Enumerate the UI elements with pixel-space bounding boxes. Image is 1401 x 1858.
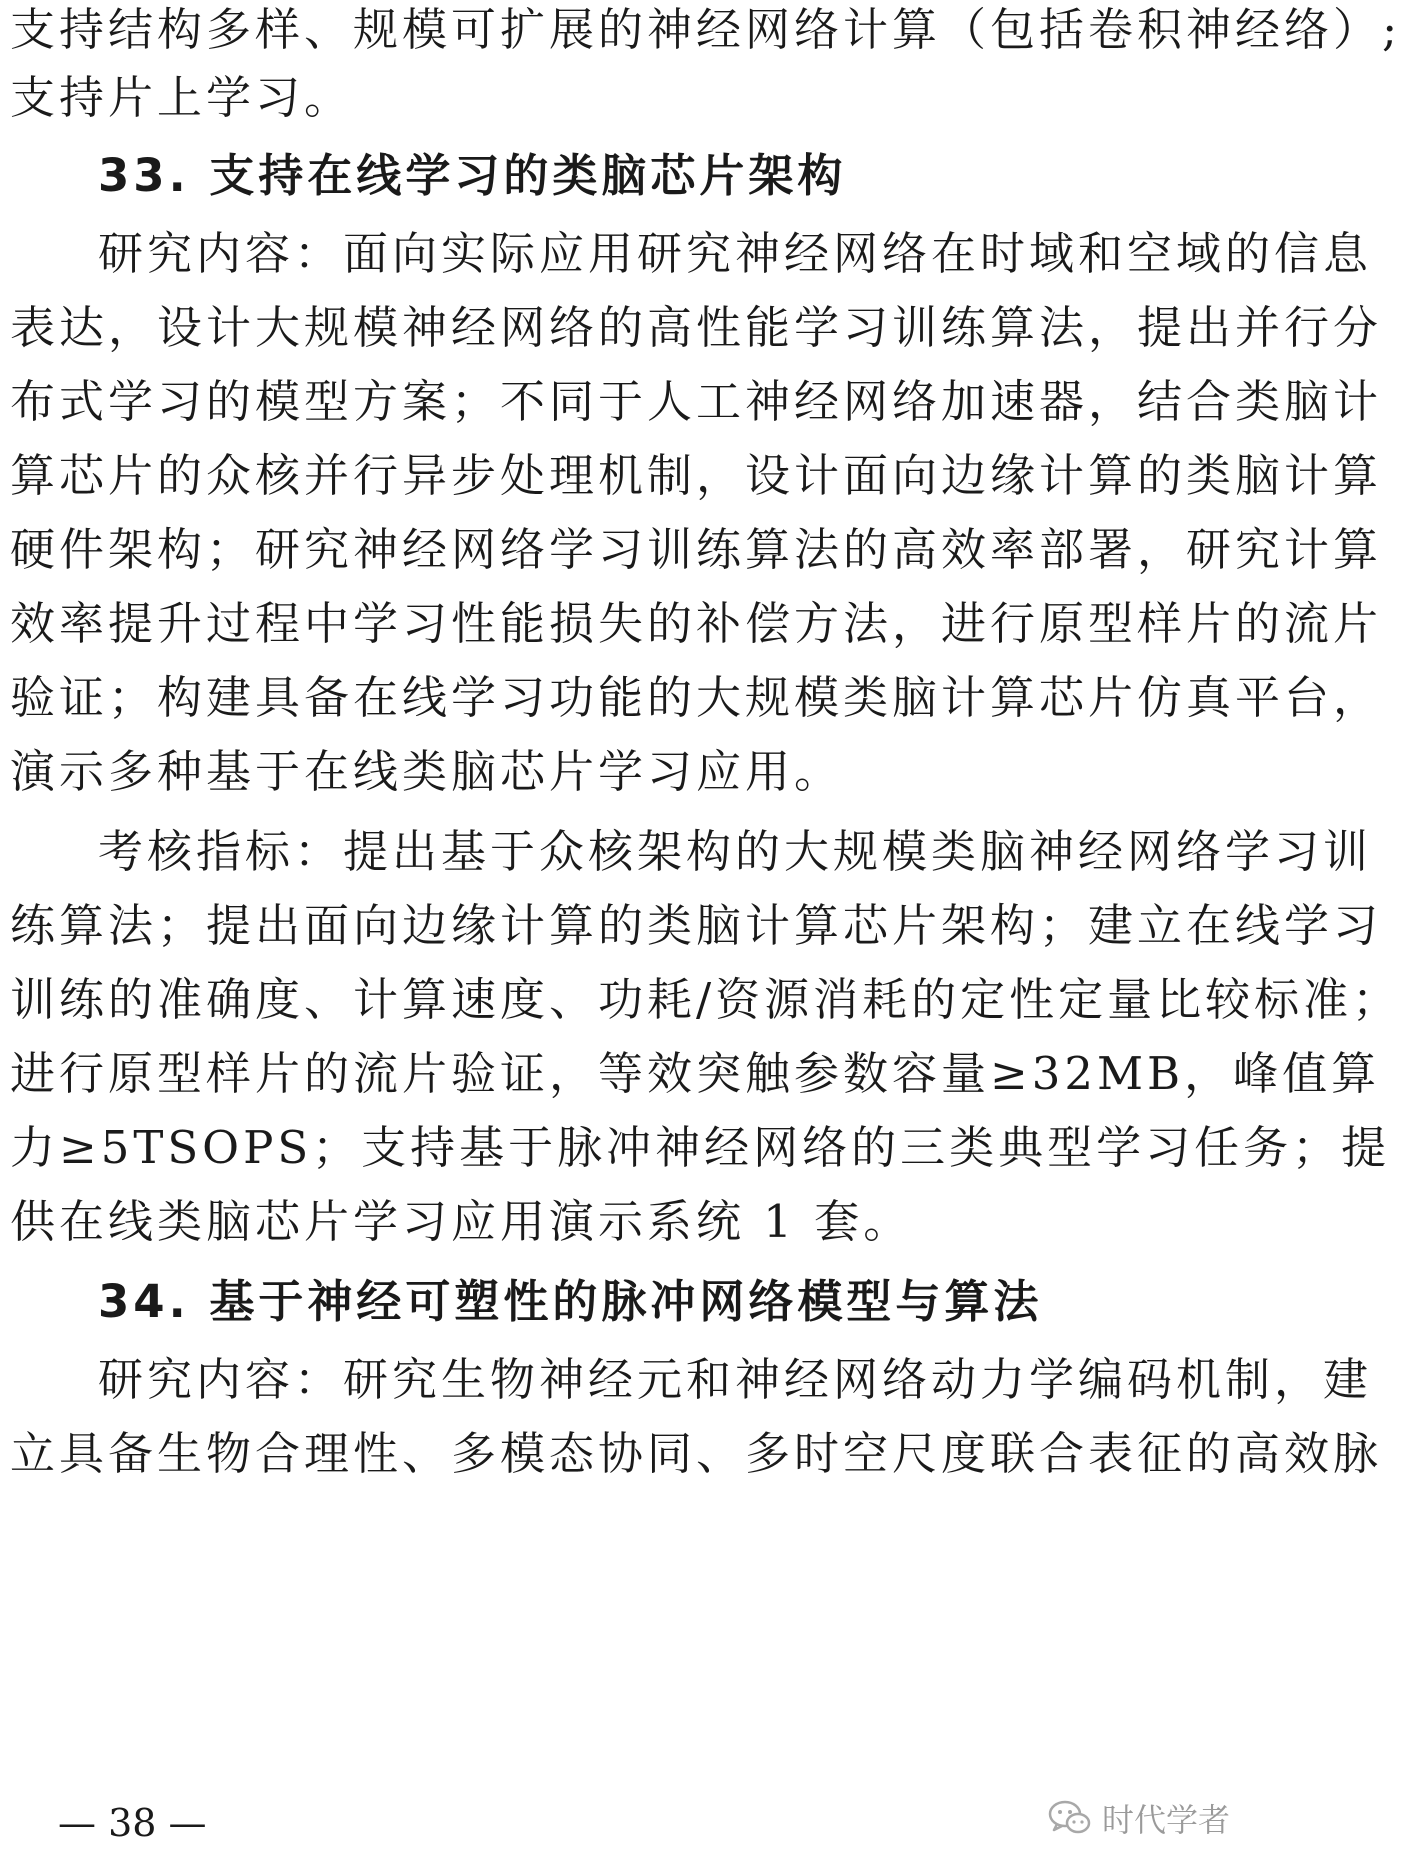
text-line: 研究内容：面向实际应用研究神经网络在时域和空域的信息	[98, 227, 1373, 280]
wechat-icon	[1048, 1799, 1092, 1837]
text-line: 演示多种基于在线类脑芯片学习应用。	[10, 745, 844, 798]
text-line: 效率提升过程中学习性能损失的补偿方法，进行原型样片的流片	[10, 597, 1383, 650]
text-line: 支持片上学习。	[10, 71, 354, 124]
text-line: 考核指标：提出基于众核架构的大规模类脑神经网络学习训	[98, 825, 1373, 878]
section-heading-34: 34. 基于神经可塑性的脉冲网络模型与算法	[98, 1275, 1043, 1328]
text-line: 供在线类脑芯片学习应用演示系统 1 套。	[10, 1195, 913, 1248]
text-line: 硬件架构；研究神经网络学习训练算法的高效率部署，研究计算	[10, 523, 1383, 576]
watermark-text: 时代学者	[1101, 1801, 1230, 1839]
section-heading-33: 33. 支持在线学习的类脑芯片架构	[98, 149, 847, 202]
text-line: 布式学习的模型方案；不同于人工神经网络加速器，结合类脑计	[10, 375, 1383, 428]
text-line: 立具备生物合理性、多模态协同、多时空尺度联合表征的高效脉	[10, 1427, 1383, 1480]
page-number: — 38 —	[58, 1801, 207, 1845]
text-line: 表达，设计大规模神经网络的高性能学习训练算法，提出并行分	[10, 301, 1383, 354]
text-line: 验证；构建具备在线学习功能的大规模类脑计算芯片仿真平台，	[10, 671, 1383, 724]
text-line: 进行原型样片的流片验证，等效突触参数容量≥32MB，峰值算	[10, 1047, 1381, 1100]
text-line: 力≥5TSOPS；支持基于脉冲神经网络的三类典型学习任务；提	[10, 1121, 1391, 1174]
text-line: 支持结构多样、规模可扩展的神经网络计算（包括卷积神经络）;	[10, 3, 1401, 56]
text-line: 练算法；提出面向边缘计算的类脑计算芯片架构；建立在线学习	[10, 899, 1383, 952]
text-line: 研究内容：研究生物神经元和神经网络动力学编码机制，建	[98, 1353, 1373, 1406]
text-line: 训练的准确度、计算速度、功耗/资源消耗的定性定量比较标准；	[10, 973, 1401, 1026]
watermark	[1048, 1795, 1230, 1841]
text-line: 算芯片的众核并行异步处理机制，设计面向边缘计算的类脑计算	[10, 449, 1383, 502]
